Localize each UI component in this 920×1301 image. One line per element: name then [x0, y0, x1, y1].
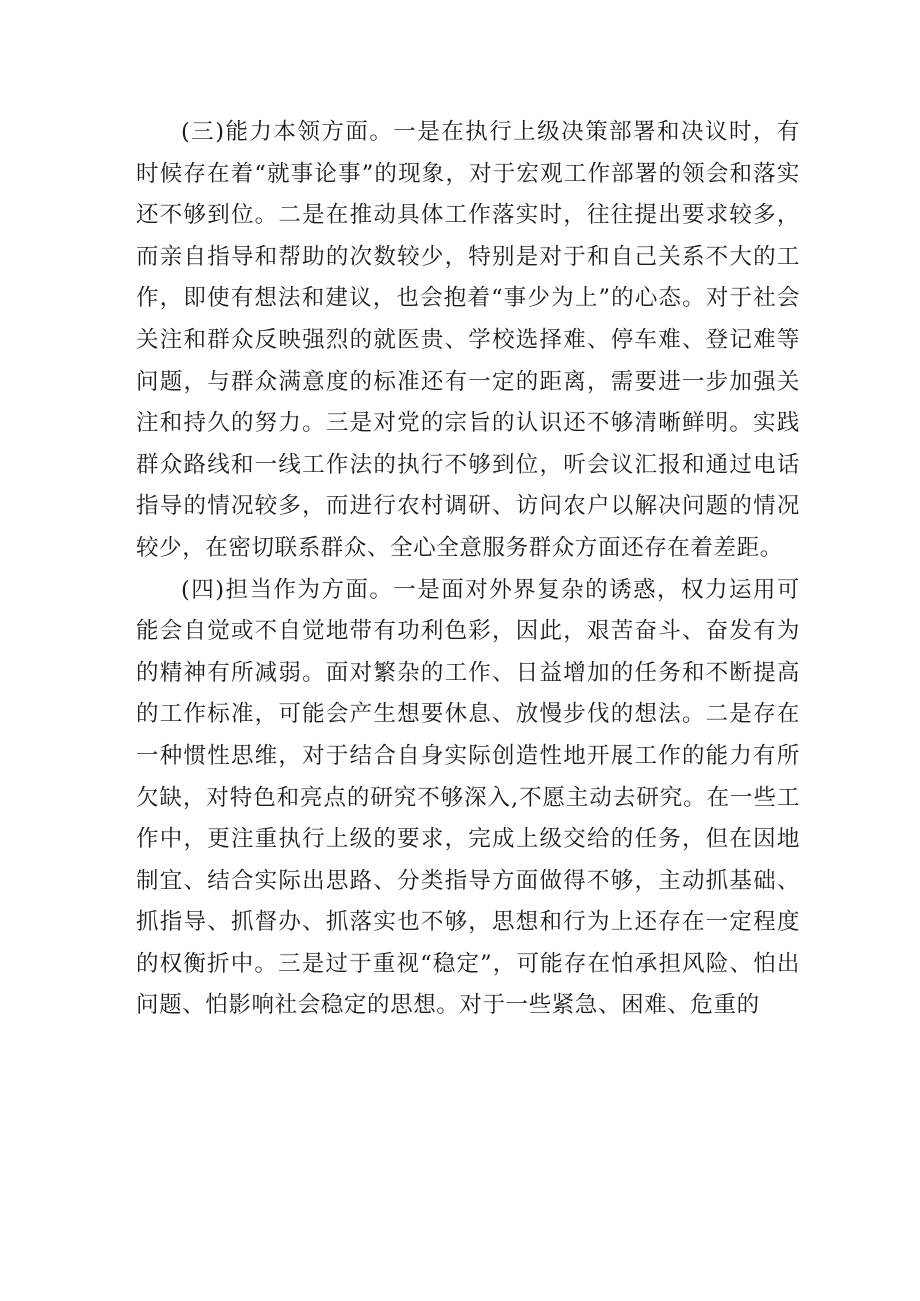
paragraph-capability: (三)能力本领方面。一是在执行上级决策部署和决议时，有时候存在着“就事论事”的现象，对于宏观工作部署的领会和落实还不够到位。二是在推动具体工作落实时，往往提出要求较多，而亲自指导和帮助的次数较少，特别是对于和自己关系不大的工作，即使有想法和建议，也会抱着“事少为上”的心态。对于社会关注和群众反映强烈的就医贵、学校选择难、停车难、登记难等问题，与群众满意度的标准还有一定的距离，需要进一步加强关注和持久的努力。三是对党的宗旨的认识还不够清晰鲜明。实践群众路线和一线工作法的执行不够到位，听会议汇报和通过电话指导的情况较多，而进行农村调研、访问农户以解决问题的情况较少，在密切联系群众、全心全意服务群众方面还存在着差距。 [136, 119, 800, 561]
document-body [136, 112, 800, 1027]
paragraph-responsibility: (四)担当作为方面。一是面对外界复杂的诱惑，权力运用可能会自觉或不自觉地带有功利色彩，因此，艰苦奋斗、奋发有为的精神有所减弱。面对繁杂的工作、日益增加的任务和不断提高的工作标准，可能会产生想要休息、放慢步伐的想法。二是存在一种惯性思维，对于结合自身实际创造性地开展工作的能力有所欠缺，对特色和亮点的研究不够深入,不愿主动去研究。在一些工作中，更注重执行上级的要求，完成上级交给的任务，但在因地制宜、结合实际出思路、分类指导方面做得不够，主动抓基础、抓指导、抓督办、抓落实也不够，思想和行为上还存在一定程度的权衡折中。三是过于重视“稳定”，可能存在怕承担风险、怕出问题、怕影响社会稳定的思想。对于一些紧急、困难、危重的 [136, 576, 800, 1019]
